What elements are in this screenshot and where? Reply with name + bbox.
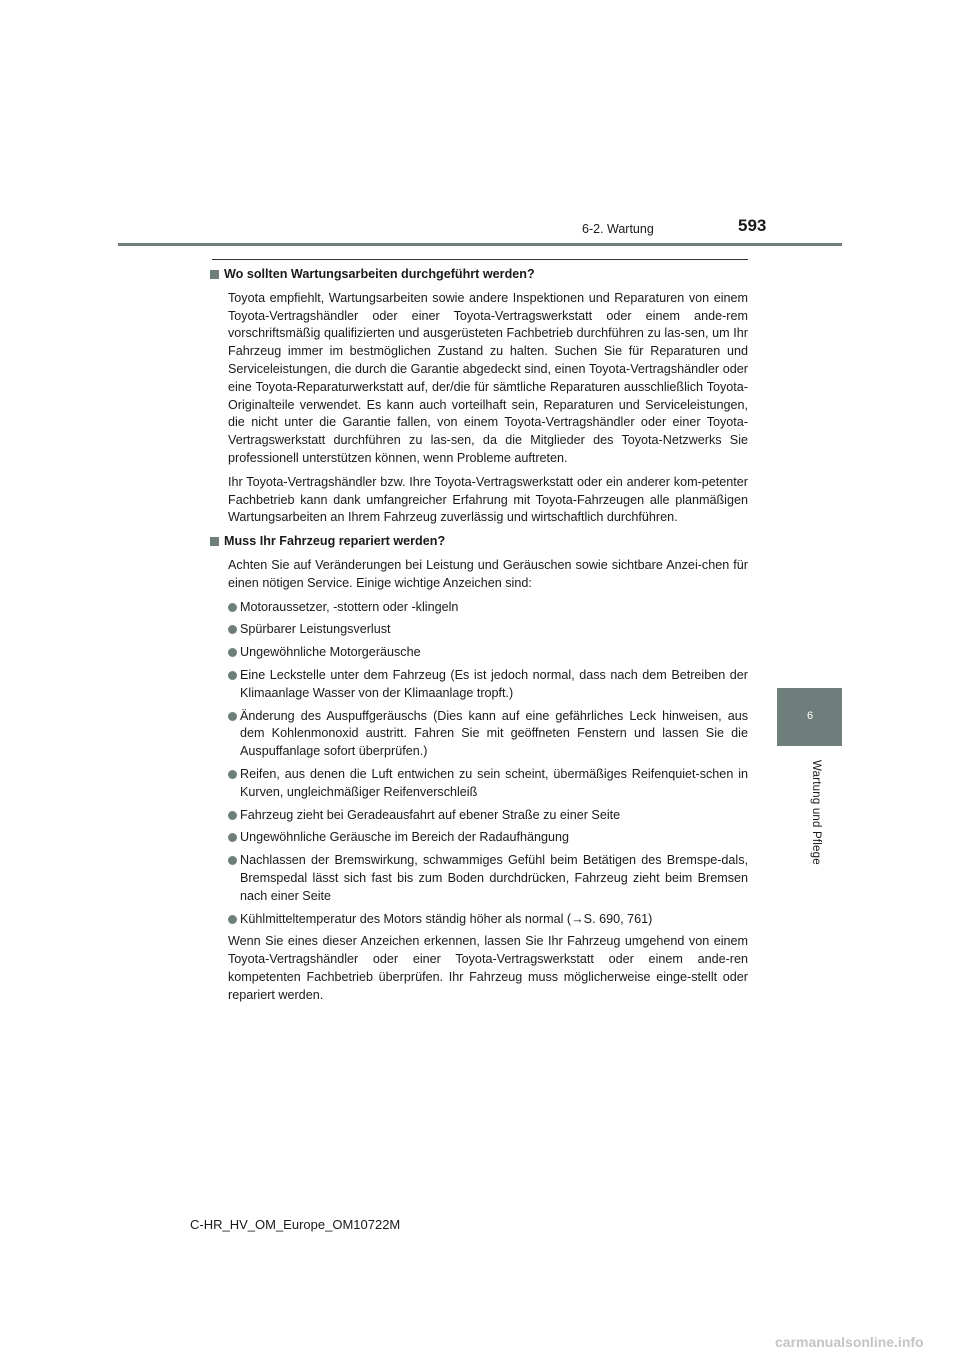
list-item: [228, 599, 748, 617]
chapter-tab: [777, 688, 842, 746]
circle-bullet-icon: [228, 603, 237, 612]
section-heading-text: Wo sollten Wartungsarbeiten durchgeführt werden?: [224, 267, 535, 281]
list-item-text: Kühlmitteltemperatur des Motors ständig höher als normal (→S. 690, 761): [240, 911, 653, 926]
square-bullet-icon: [210, 537, 219, 546]
list-item: [228, 621, 748, 639]
page-content: [210, 266, 748, 1010]
list-item-text: Ungewöhnliche Motorgeräusche: [240, 645, 421, 660]
list-item-text: Reifen, aus denen die Luft entwichen zu sein scheint, übermäßiges Reifenquiet-schen in Kurven, ungleichmäßiger Reifenverschleiß: [240, 766, 748, 799]
circle-bullet-icon: [228, 770, 237, 779]
list-item: [228, 644, 748, 662]
circle-bullet-icon: [228, 625, 237, 634]
paragraph: Achten Sie auf Veränderungen bei Leistung und Geräuschen sowie sichtbare Anzei-chen für einen nötigen Service. Einige wichtige Anzeichen sind:: [228, 557, 748, 590]
list-item: [228, 708, 748, 761]
list-item-text: Spürbarer Leistungsverlust: [240, 622, 391, 637]
footer-document-id: C-HR_HV_OM_Europe_OM10722M: [190, 1217, 401, 1232]
list-item-text: Eine Leckstelle unter dem Fahrzeug (Es ist jedoch normal, dass nach dem Betreiben der Klimaanlage Wasser von der Klimaanlage tropft.): [240, 667, 748, 700]
paragraph: Ihr Toyota-Vertragshändler bzw. Ihre Toyota-Vertragswerkstatt oder ein anderer kom-petenter Fachbetrieb kann dank umfangreicher Erfahrung mit Toyota-Fahrzeugen alle planmäßigen Wartungsarbeiten an Ihrem Fahrzeug zuverlässig und wirtschaftlich durchführen.: [228, 474, 748, 525]
circle-bullet-icon: [228, 833, 237, 842]
list-item: [228, 852, 748, 905]
page-number: 593: [738, 216, 767, 235]
list-item-text: Änderung des Auspuffgeräuschs (Dies kann auf eine gefährliches Leck hinweisen, aus dem Kohlenmonoxid austritt. Fahren Sie mit geöffneten Fenstern und lassen Sie die Auspuffanlage sofort überprüfen.): [240, 708, 748, 759]
list-item: [228, 766, 748, 802]
list-item-text: Ungewöhnliche Geräusche im Bereich der Radaufhängung: [240, 830, 570, 845]
list-item: [228, 807, 748, 825]
circle-bullet-icon: [228, 856, 237, 865]
circle-bullet-icon: [228, 811, 237, 820]
list-item: [228, 829, 748, 847]
chapter-number: 6: [807, 710, 814, 722]
circle-bullet-icon: [228, 915, 237, 924]
list-item-text: Motoraussetzer, -stottern oder -klingeln: [240, 599, 459, 614]
circle-bullet-icon: [228, 648, 237, 657]
circle-bullet-icon: [228, 712, 237, 721]
header-rule: [118, 243, 842, 246]
list-item: [228, 667, 748, 703]
list-item: [228, 911, 748, 929]
section-heading-text: Muss Ihr Fahrzeug repariert werden?: [224, 534, 446, 549]
square-bullet-icon: [210, 270, 219, 279]
paragraph: Wenn Sie eines dieser Anzeichen erkennen, lassen Sie Ihr Fahrzeug umgehend von einem Toyota-Vertragshändler oder einer Toyota-Vertragswerkstatt oder einem ande-ren kompetenten Fachbetrieb überprüfen. Ihr Fahrzeug muss möglicherweise einge-stellt oder repariert werden.: [228, 934, 748, 1002]
list-item-text: Nachlassen der Bremswirkung, schwammiges Gefühl beim Betätigen des Bremspe-dals, Bremspedal lässt sich fast bis zum Boden durchdrücken, Fahrzeug zieht beim Bremsen nach einer Seite: [240, 853, 748, 903]
header-section-title: 6-2. Wartung: [582, 222, 654, 236]
section-heading-2: [210, 533, 748, 551]
list-item-text: Fahrzeug zieht bei Geradeausfahrt auf ebener Straße zu einer Seite: [240, 807, 621, 822]
watermark: carmanualsonline.info: [775, 1334, 924, 1350]
content-rule: [212, 259, 748, 260]
circle-bullet-icon: [228, 671, 237, 680]
chapter-label: Wartung und Pflege: [810, 760, 822, 865]
paragraph: Toyota empfiehlt, Wartungsarbeiten sowie andere Inspektionen und Reparaturen von einem Toyota-Vertragshändler oder einer Toyota-Vertragswerkstatt oder einem ande-rem vorschriftsmäßig qualifizierten und ausgerüsteten Fachbetrieb durchführen zu las-sen, um Ihr Fahrzeug immer im bestmöglichen Zustand zu halten. Suchen Sie für Reparaturen und Serviceleistungen, die durch die Garantie abgedeckt sind, einen Toyota-Vertragshändler oder eine Toyota-Reparaturwerkstatt auf, der/die für sämtliche Reparaturen ausschließlich Toyota-Originalteile verwendet. Es kann auch vorteilhaft sein, Reparaturen und Serviceleistungen, die nicht unter die Garantie fallen, von einem Toyota-Vertragshändler oder einer Toyota-Vertragswerkstatt durchführen zu las-sen, da die Mitglieder des Toyota-Netzwerks Sie professionell unterstützen können, wenn Probleme auftreten.: [228, 290, 748, 465]
section-heading-1: [210, 266, 748, 284]
symptom-list: [210, 599, 748, 929]
